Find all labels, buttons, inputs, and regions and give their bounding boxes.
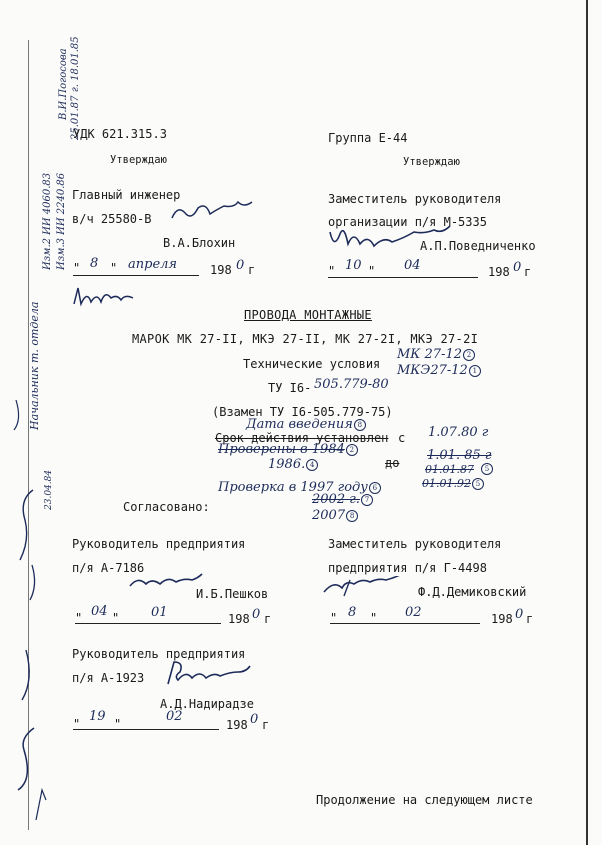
agree-left2-date-year-unit: г bbox=[262, 718, 270, 732]
agreed-label: Согласовано: bbox=[123, 500, 210, 514]
agree-left2-name: А.Д.Надирадзе bbox=[160, 697, 254, 711]
approver-left-unit: в/ч 25580-В bbox=[72, 212, 152, 226]
margin-note-6: 23.04.84 bbox=[44, 469, 54, 510]
doc-title-line1: ПРОВОДА МОНТАЖНЫЕ bbox=[244, 308, 372, 322]
hand-date-intro: Дата введения 8 bbox=[246, 418, 366, 432]
margin-signature bbox=[70, 282, 140, 312]
hand-2007: 2007 8 bbox=[312, 509, 358, 523]
approver-right-name: А.П.Поведниченко bbox=[420, 239, 536, 253]
doc-title-line3: Технические условия bbox=[243, 357, 381, 371]
approver-right-date-year: 198 bbox=[488, 265, 510, 279]
hand-mk-code: МК 27-12 2 bbox=[397, 348, 475, 362]
agree-left2-date-underline bbox=[73, 729, 219, 730]
agree-left1-date-open-quote: " bbox=[75, 611, 83, 625]
hand-circle-5: 5 bbox=[480, 462, 493, 476]
approver-right-date-day: 10 bbox=[345, 258, 362, 273]
hand-to-1: 1.01. 85 г bbox=[427, 448, 492, 463]
hand-to-2: 01.01.87 bbox=[425, 463, 474, 476]
approver-left-date-day: 8 bbox=[90, 256, 99, 271]
approver-left-date-open-quote: " bbox=[73, 261, 81, 275]
approver-left-name: В.А.Блохин bbox=[163, 236, 236, 250]
agree-right1-date-year-suffix: 0 bbox=[515, 607, 524, 622]
agree-right1-position: Заместитель руководителя bbox=[328, 537, 502, 551]
approver-left-date-close-quote: " bbox=[110, 261, 118, 275]
agree-left1-date-year-unit: г bbox=[264, 612, 272, 626]
agree-left1-org: п/я А-7186 bbox=[72, 561, 145, 575]
margin-note-3: Изм.2 ИИ 4060.83 bbox=[42, 172, 53, 270]
continuation-note: Продолжение на следующем листе bbox=[316, 793, 533, 807]
margin-note-5: Начальник т. отдела bbox=[28, 301, 41, 430]
tu-number: 505.779-80 bbox=[314, 377, 389, 392]
margin-scribbles bbox=[0, 0, 60, 845]
approver-right-org: организации п/я М-5335 bbox=[328, 215, 487, 229]
hand-mke-code: МКЭ27-12 1 bbox=[397, 364, 481, 378]
approver-right-date-year-unit: г bbox=[524, 265, 532, 279]
agree-right1-date-close-quote: " bbox=[370, 611, 378, 625]
agree-left1-date-month: 01 bbox=[151, 605, 168, 620]
agree-left1-name: И.Б.Пешков bbox=[196, 587, 269, 601]
hand-to-3: 01.01.92 5 bbox=[422, 477, 484, 491]
agree-right1-date-month: 02 bbox=[405, 605, 422, 620]
approver-right-date-month: 04 bbox=[404, 258, 421, 273]
hand-2002: 2002 г. 7 bbox=[312, 493, 373, 507]
signature-right-2 bbox=[320, 576, 410, 600]
approver-left-position: Главный инженер bbox=[72, 188, 181, 202]
agree-left2-date-year-suffix: 0 bbox=[250, 712, 259, 727]
agree-left2-date-day: 19 bbox=[89, 709, 106, 724]
margin-note-2: 25.01.87 г. 18.01.85 bbox=[70, 36, 81, 140]
hand-1986: 1986. 4 bbox=[268, 458, 318, 472]
signature-left-3 bbox=[162, 656, 262, 690]
margin-note-1: В.И.Погосова bbox=[58, 48, 69, 120]
hand-checked-2: Проверка в 1997 году 6 bbox=[218, 481, 381, 495]
hand-validity-from: 1.07.80 г bbox=[428, 425, 489, 440]
hand-checked-1: Проверены в 1984 2 bbox=[218, 443, 358, 457]
approve-left-label: Утверждаю bbox=[110, 154, 167, 166]
agree-right1-date-open-quote: " bbox=[330, 611, 338, 625]
margin-note-4: Изм.3 ИИ 2240.86 bbox=[56, 172, 67, 270]
approver-left-date-month: апреля bbox=[128, 257, 178, 272]
agree-left1-date-year: 198 bbox=[228, 612, 250, 626]
approver-right-date-open-quote: " bbox=[328, 264, 336, 278]
agree-left1-date-close-quote: " bbox=[112, 611, 120, 625]
agree-left2-date-year: 198 bbox=[226, 718, 248, 732]
tu-prefix: ТУ I6- bbox=[268, 381, 312, 395]
approver-right-position: Заместитель руководителя bbox=[328, 192, 502, 206]
page-right-edge bbox=[586, 0, 588, 845]
agree-right1-date-underline bbox=[330, 623, 480, 624]
agree-right1-date-day: 8 bbox=[348, 605, 357, 620]
approver-right-date-underline bbox=[328, 277, 478, 278]
agree-left2-date-month: 02 bbox=[166, 709, 183, 724]
agree-left1-date-year-suffix: 0 bbox=[252, 607, 261, 622]
agree-left1-date-underline bbox=[75, 623, 221, 624]
approve-right-label: Утверждаю bbox=[403, 156, 460, 168]
agree-left2-position: Руководитель предприятия bbox=[72, 647, 246, 661]
approver-right-date-year-suffix: 0 bbox=[513, 260, 522, 275]
udk-code: УДК 621.315.3 bbox=[73, 127, 167, 141]
approver-left-date-year-suffix: 0 bbox=[236, 258, 245, 273]
group-code: Группа Е-44 bbox=[328, 131, 408, 145]
tu-replaces: (Взамен ТУ I6-505.779-75) bbox=[212, 405, 393, 419]
agree-right1-name: Ф.Д.Демиковский bbox=[418, 585, 527, 599]
typed-validity-from: с bbox=[398, 431, 406, 445]
agree-left2-date-open-quote: " bbox=[73, 717, 81, 731]
agree-left2-date-close-quote: " bbox=[114, 717, 122, 731]
agree-right1-org: предприятия п/я Г-4498 bbox=[328, 561, 487, 575]
typed-validity-struck: Срок действия установлен bbox=[215, 431, 389, 445]
agree-right1-date-year: 198 bbox=[491, 612, 513, 626]
typed-validity-to: до bbox=[385, 456, 400, 470]
signature-left-1 bbox=[168, 200, 258, 226]
approver-left-date-year-unit: г bbox=[248, 263, 256, 277]
agree-right1-date-year-unit: г bbox=[526, 612, 534, 626]
approver-left-date-year: 198 bbox=[210, 263, 232, 277]
agree-left2-org: п/я А-1923 bbox=[72, 671, 145, 685]
signature-left-2 bbox=[126, 572, 206, 596]
agree-left1-date-day: 04 bbox=[91, 604, 108, 619]
doc-title-line2: МАРОК МК 27-II, МКЭ 27-II, МК 27-2I, МКЭ 27-2I bbox=[132, 332, 479, 346]
approver-right-date-close-quote: " bbox=[368, 264, 376, 278]
approver-left-date-underline bbox=[73, 275, 199, 276]
agree-left1-position: Руководитель предприятия bbox=[72, 537, 246, 551]
